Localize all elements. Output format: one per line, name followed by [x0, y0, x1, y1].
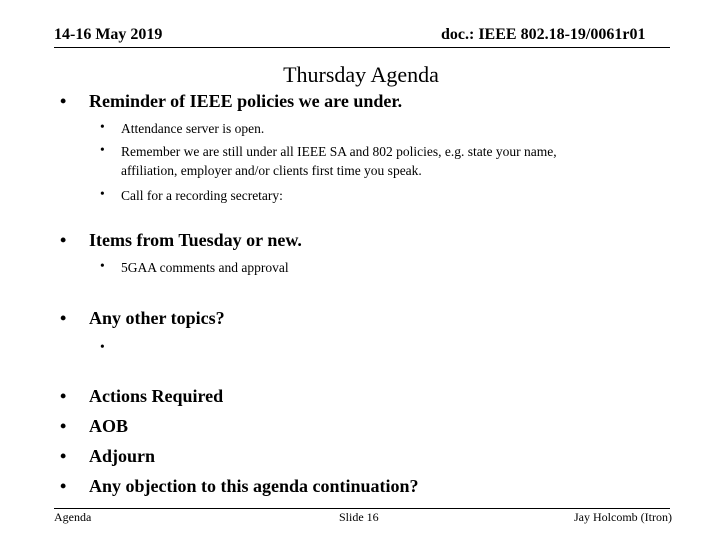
agenda-item-text: Any other topics? [89, 308, 225, 328]
bullet: • [100, 142, 105, 157]
bullet: • [60, 308, 67, 328]
bullet: • [60, 230, 67, 250]
agenda-item-policies [0, 91, 720, 115]
agenda-item-text: Any objection to this agenda continuation? [89, 476, 419, 496]
bullet: • [60, 446, 67, 466]
agenda-item-adjourn [0, 446, 720, 470]
bullet: • [100, 258, 105, 273]
footer-author: Jay Holcomb (Itron) [574, 510, 672, 524]
footer-left: Agenda [54, 510, 92, 524]
agenda-item-text: Adjourn [89, 446, 156, 466]
bullet: • [100, 186, 105, 201]
bullet: • [60, 386, 67, 406]
bullet: • [100, 339, 105, 354]
agenda-item-text: Items from Tuesday or new. [89, 230, 302, 250]
bullet: • [100, 119, 105, 134]
agenda-item-aob [0, 416, 720, 440]
header-rule [54, 47, 670, 48]
agenda-item-actions [0, 386, 720, 410]
sub-item [0, 258, 720, 276]
agenda-item-text: Reminder of IEEE policies we are under. [89, 91, 403, 111]
slide-title: Thursday Agenda [283, 62, 439, 87]
bullet: • [60, 416, 67, 436]
agenda-item-text: AOB [89, 416, 129, 436]
sub-item-text: Call for a recording secretary: [121, 188, 283, 203]
bullet: • [60, 476, 67, 496]
header-date: 14-16 May 2019 [54, 26, 163, 43]
sub-item-empty [0, 339, 720, 357]
bullet: • [60, 91, 67, 111]
sub-item [0, 119, 720, 137]
agenda-item-text: Actions Required [89, 386, 224, 406]
sub-item [0, 186, 720, 204]
sub-item-text: Attendance server is open. [121, 121, 265, 136]
agenda-item-other-topics [0, 308, 720, 332]
sub-item [0, 142, 720, 182]
footer-slide-number: Slide 16 [339, 510, 379, 524]
agenda-item-tuesday [0, 230, 720, 254]
sub-item-text: 5GAA comments and approval [121, 260, 289, 275]
footer-rule [54, 508, 670, 509]
agenda-item-objection [0, 476, 720, 500]
sub-item-text-continued: affiliation, employer and/or clients first time you speak. [121, 163, 422, 178]
sub-item-text: Remember we are still under all IEEE SA and 802 policies, e.g. state your name, [121, 144, 557, 159]
header-doc-id: doc.: IEEE 802.18-19/0061r01 [441, 26, 646, 43]
